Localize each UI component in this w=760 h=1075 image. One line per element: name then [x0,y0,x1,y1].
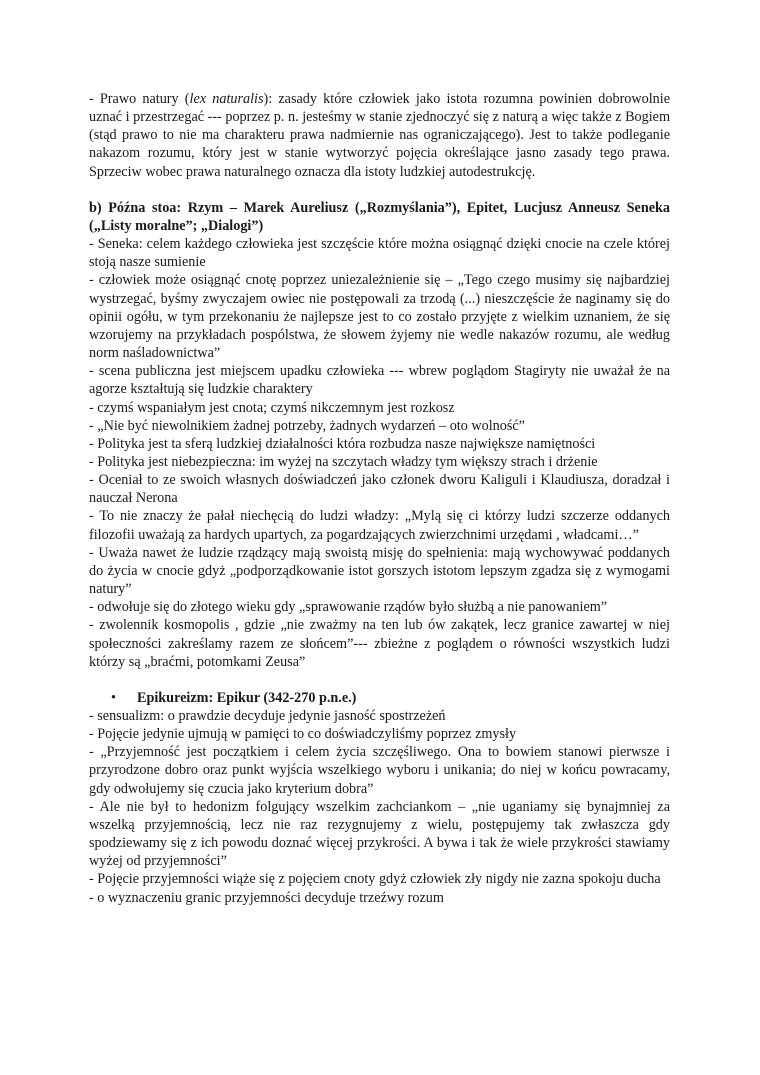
list-item: - „Przyjemność jest początkiem i celem życia szczęśliwego. Ona to bowiem stanowi pierwsze i przyrodzone dobro oraz punkt wyjścia wszelkiego wyboru i unikania; do niej w końcu powracamy, gdy odwołujemy się czucia jako kryterium dobra” [89,744,670,797]
paragraph-text-prefix: - Prawo natury ( [89,91,190,107]
paragraph-spacer [89,671,670,689]
section-heading-text: Epikureizm: Epikur (342-270 p.n.e.) [137,689,357,706]
list-item: - Ale nie był to hedonizm folgujący wszelkim zachciankom – „nie uganiamy się bynajmniej za wszelką przyjemnością, lecz nie raz rezygnujemy z wielu, postępujemy tak zwłaszcza gdy spodziewamy się z ich powodu doznać więcej przykrości. A bywa i tak że wiele przykrości stawiamy wyżej od przyjemności” [89,798,670,870]
list-item: - Polityka jest ta sferą ludzkiej działalności która rozbudza nasze największe namiętności [89,435,596,452]
list-item: - Uważa nawet że ludzie rządzący mają swoistą misję do spełnienia: mają wychowywać poddanych do życia w cnocie gdyż „podporządkowanie istot gorszych istotom lepszym zgadza się z wymogami natury” [89,544,670,598]
list-item: - o wyznaczeniu granic przyjemności decyduje trzeźwy rozum [89,889,444,906]
section-heading-late-stoa: b) Późna stoa: Rzym – Marek Aureliusz („Rozmyślania”), Epitet, Lucjusz Anneusz Seneka („Listy moralne”; „Dialogi”) [89,199,670,234]
list-item: - Polityka jest niebezpieczna: im wyżej na szczytach władzy tym większy strach i drżenie [89,453,598,470]
list-item: - odwołuje się do złotego wieku gdy „sprawowanie rządów było służbą a nie panowaniem” [89,599,608,616]
list-item: - czymś wspaniałym jest cnota; czymś nikczemnym jest rozkosz [89,399,455,416]
list-item: - To nie znaczy że pałał niechęcią do ludzi władzy: „Mylą się ci którzy ludzi szczerze oddanych filozofii uważają za hardych upartych, za pogardzających zwierzchnimi urzędami , władcami…” [89,508,670,543]
list-item: - sensualizm: o prawdzie decyduje jedynie jasność spostrzeżeń [89,708,446,724]
list-item: - Pojęcie przyjemności wiąże się z pojęciem cnoty gdyż człowiek zły nigdy nie zazna spokoju ducha [89,871,661,888]
section-heading-epicureanism [89,689,670,707]
latin-term: lex naturalis [189,91,264,107]
list-item: - Pojęcie jedynie ujmują w pamięci to co doświadczyliśmy poprzez zmysły [89,726,517,743]
list-item: - „Nie być niewolnikiem żadnej potrzeby, żadnych wydarzeń – oto wolność” [89,417,525,434]
list-item: - scena publiczna jest miejscem upadku człowieka --- wbrew poglądom Stagiryty nie uważał że na agorze kształtują się ludzkie charaktery [89,363,670,398]
list-item: - zwolennik kosmopolis , gdzie „nie zważmy na ten lub ów zakątek, lecz granice zawartej w niej społeczności zakreślamy razem ze słońcem”--- zbieżne z poglądem o równości wszystkich ludzi którzy są „braćmi, potomkami Zeusa” [89,617,670,670]
list-item: - człowiek może osiągnąć cnotę poprzez uniezależnienie się – „Tego czego musimy się najbardziej wystrzegać, byśmy zwyczajem owiec nie postępowali za trzodą (...) nieszczęście że naginamy się do opinii ogółu, w tym przekonaniu że najlepsze jest to co zostało przyjęte z wielkim uznaniem, że się wzorujemy na przykładach pospólstwa, że słowem żyjemy nie wedle nakazów rozumu, ale według norm naśladownictwa” [89,272,670,362]
list-item: - Seneka: celem każdego człowieka jest szczęście które można osiągnąć dzięki cnocie na czele której stoją nasze sumienie [89,236,670,271]
paragraph-spacer [89,181,670,199]
bullet-icon: • [111,689,116,706]
paragraph-lex-naturalis [89,90,670,181]
paragraph-text-rest: ): zasady które człowiek jako istota rozumna powinien dobrowolnie uznać i przestrzegać --- poprzez p. n. jesteśmy w stanie zjednoczyć się z naturą a więc także z Bogiem (stąd prawo to nie ma charakteru prawa nadmiernie nas ograniczającego). Jest to także podleganie nakazom rozumu, który jest w stanie wytworzyć pojęcia określające jasno zasady tego prawa. Sprzeciw wobec prawa naturalnego oznacza dla istoty ludzkiej autodestrukcję. [89,91,670,180]
list-item: - Oceniał to ze swoich własnych doświadczeń jako członek dworu Kaliguli i Klaudiusza, doradzał i nauczał Nerona [89,472,670,507]
document-body [89,90,670,907]
